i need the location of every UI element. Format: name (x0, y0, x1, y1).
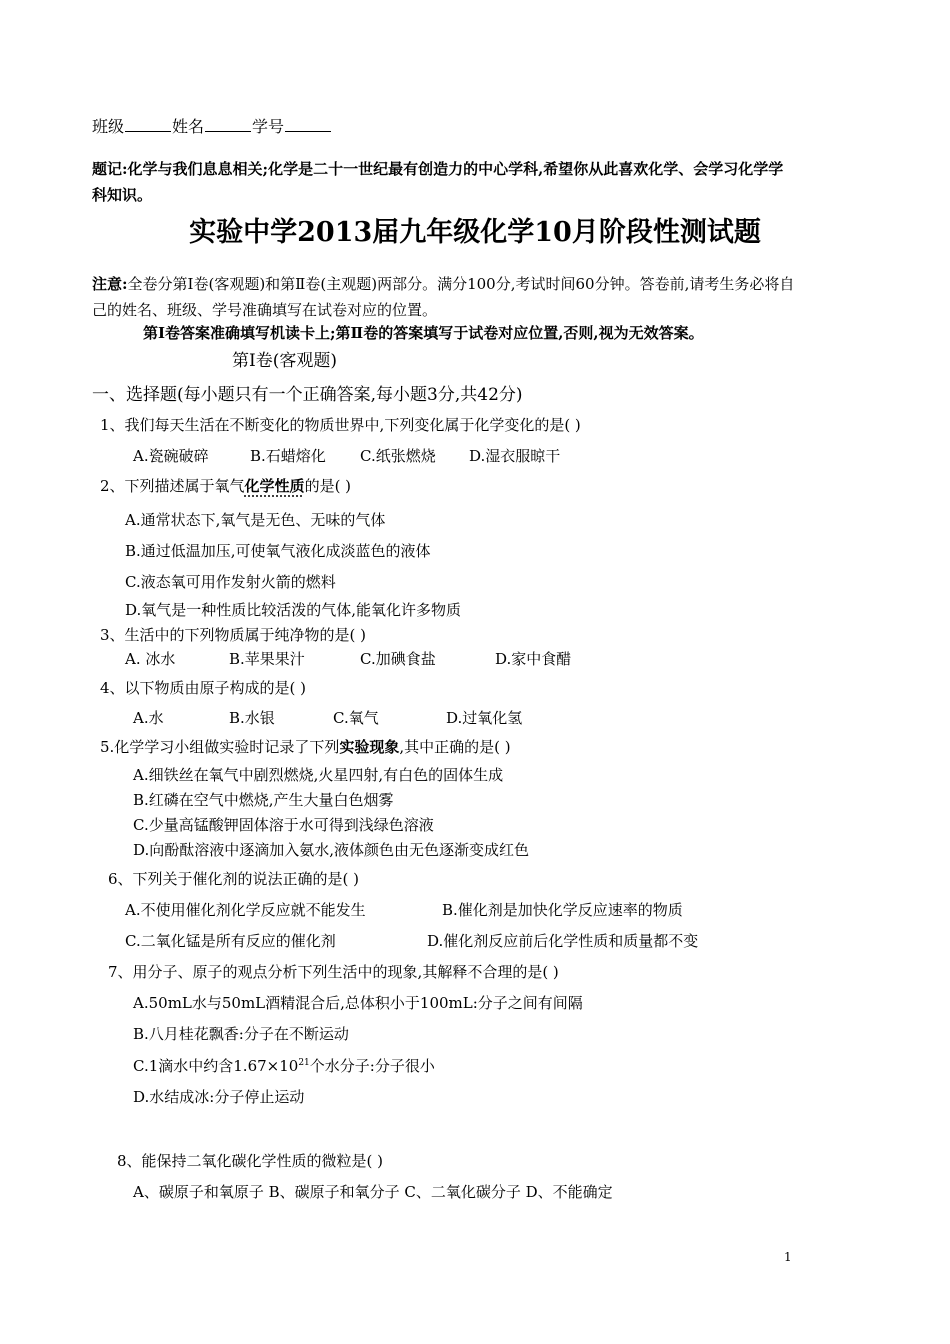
page-number: 1 (784, 1250, 792, 1264)
notice-label: 注意: (92, 275, 128, 293)
question-6-stem: 6、下列关于催化剂的说法正确的是( ) (108, 870, 360, 888)
question-4-option-c[interactable]: C.氧气 (333, 709, 379, 727)
question-4-option-d[interactable]: D.过氧化氢 (446, 709, 523, 727)
question-6-option-b[interactable]: B.催化剂是加快化学反应速率的物质 (442, 901, 683, 919)
question-5-stem-post: ,其中正确的是( ) (399, 738, 511, 756)
name-label: 姓名 (172, 117, 205, 136)
question-6-option-a[interactable]: A.不使用催化剂化学反应就不能发生 (125, 901, 366, 919)
question-1-option-a[interactable]: A.瓷碗破碎 (133, 447, 209, 465)
question-7-option-c[interactable] (133, 1055, 435, 1076)
question-2-option-a[interactable]: A.通常状态下,氧气是无色、无味的气体 (125, 511, 386, 529)
question-8-stem: 8、能保持二氧化碳化学性质的微粒是( ) (117, 1152, 384, 1170)
question-5-option-c[interactable]: C.少量高锰酸钾固体溶于水可得到浅绿色溶液 (133, 816, 434, 834)
class-blank[interactable] (125, 117, 171, 132)
question-6-option-c[interactable]: C.二氧化锰是所有反应的催化剂 (125, 932, 336, 950)
question-2-stem-emphasis: 化学性质 (244, 477, 305, 495)
question-1-option-c[interactable]: C.纸张燃烧 (360, 447, 436, 465)
question-3-option-d[interactable]: D.家中食醋 (495, 650, 572, 668)
question-7-option-c-post: 个水分子:分子很小 (309, 1057, 435, 1075)
question-4-option-a[interactable]: A.水 (133, 709, 164, 727)
question-4-stem: 4、以下物质由原子构成的是( ) (100, 679, 307, 697)
question-2-option-c[interactable]: C.液态氧可用作发射火箭的燃料 (125, 573, 336, 591)
question-5-option-d[interactable]: D.向酚酞溶液中逐滴加入氨水,液体颜色由无色逐渐变成红色 (133, 841, 530, 859)
notice-text: 全卷分第Ⅰ卷(客观题)和第Ⅱ卷(主观题)两部分。满分100分,考试时间60分钟。答卷前,请考生务必将自己的姓名、班级、学号准确填写在试卷对应的位置。 (92, 275, 795, 319)
question-1-stem: 1、我们每天生活在不断变化的物质世界中,下列变化属于化学变化的是( ) (100, 416, 581, 434)
question-3-option-a[interactable]: A. 冰水 (125, 650, 176, 668)
question-3-option-c[interactable]: C.加碘食盐 (360, 650, 436, 668)
question-3-stem: 3、生活中的下列物质属于纯净物的是( ) (100, 626, 367, 644)
question-2-stem-post: 的是( ) (304, 477, 352, 495)
question-2-stem (100, 475, 351, 496)
question-5-stem (100, 736, 511, 757)
section-heading: 一、选择题(每小题只有一个正确答案,每小题3分,共42分) (92, 385, 523, 405)
inscription (92, 156, 797, 208)
notice-emphasis: 第Ⅰ卷答案准确填写机读卡上;第Ⅱ卷的答案填写于试卷对应位置,否则,视为无效答案。 (143, 324, 704, 342)
question-2-option-b[interactable]: B.通过低温加压,可使氧气液化成淡蓝色的液体 (125, 542, 431, 560)
question-6-option-d[interactable]: D.催化剂反应前后化学性质和质量都不变 (427, 932, 699, 950)
question-5-stem-emphasis: 实验现象 (339, 738, 400, 756)
question-7-option-a[interactable]: A.50mL水与50mL酒精混合后,总体积小于100mL:分子之间有间隔 (133, 994, 583, 1012)
part1-heading: 第Ⅰ卷(客观题) (232, 351, 337, 371)
question-3-option-b[interactable]: B.苹果果汁 (229, 650, 305, 668)
question-7-option-c-exponent: 21 (298, 1058, 310, 1068)
question-1-option-d[interactable]: D.湿衣服晾干 (469, 447, 561, 465)
student-info-line (92, 114, 332, 137)
question-8-options[interactable]: A、碳原子和氧原子 B、碳原子和氧分子 C、二氧化碳分子 D、不能确定 (133, 1183, 613, 1201)
question-2-stem-pre: 2、下列描述属于氧气 (100, 477, 245, 495)
notice (92, 271, 797, 323)
name-blank[interactable] (205, 117, 251, 132)
question-7-option-d[interactable]: D.水结成冰:分子停止运动 (133, 1088, 305, 1106)
question-2-option-d[interactable]: D.氧气是一种性质比较活泼的气体,能氧化许多物质 (125, 601, 462, 619)
question-4-option-b[interactable]: B.水银 (229, 709, 275, 727)
question-1-option-b[interactable]: B.石蜡熔化 (250, 447, 326, 465)
inscription-text: 化学与我们息息相关;化学是二十一世纪最有创造力的中心学科,希望你从此喜欢化学、会学习化学学科知识。 (92, 160, 784, 204)
question-7-option-b[interactable]: B.八月桂花飘香:分子在不断运动 (133, 1025, 349, 1043)
question-5-option-a[interactable]: A.细铁丝在氧气中剧烈燃烧,火星四射,有白色的固体生成 (133, 766, 504, 784)
question-7-option-c-pre: C.1滴水中约含1.67×10 (133, 1057, 299, 1075)
question-5-stem-pre: 5.化学学习小组做实验时记录了下列 (100, 738, 340, 756)
question-5-option-b[interactable]: B.红磷在空气中燃烧,产生大量白色烟雾 (133, 791, 394, 809)
question-7-stem: 7、用分子、原子的观点分析下列生活中的现象,其解释不合理的是( ) (108, 963, 559, 981)
inscription-label: 题记: (92, 160, 128, 178)
class-label: 班级 (92, 117, 125, 136)
number-blank[interactable] (285, 117, 331, 132)
page-title: 实验中学2013届九年级化学10月阶段性测试题 (189, 217, 761, 248)
number-label: 学号 (252, 117, 285, 136)
